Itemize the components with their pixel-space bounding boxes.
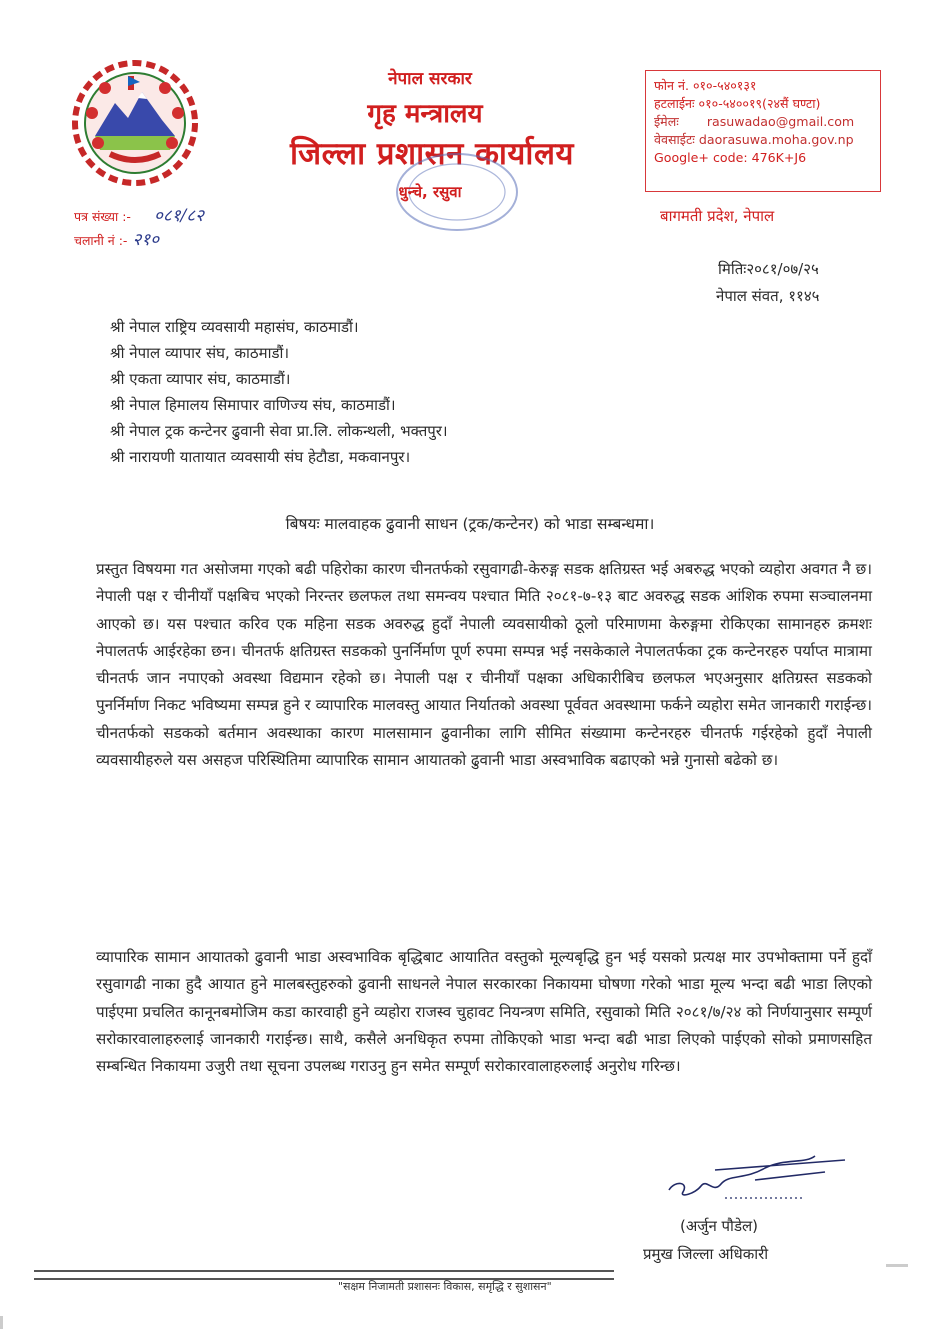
contact-box [645,70,881,192]
contact-google: Google+ code: 476K+J6 [654,150,807,165]
contact-hotline: हटलाईनः ०१०-५४००१९(२४सैं घण्टा) [654,96,821,111]
letter-number-label: पत्र संख्या :- [74,209,131,224]
contact-website [654,131,880,149]
letter-number-value: ०८१/८२ [154,206,204,226]
date-nepal-sambat: नेपाल संवत, ११४५ [716,287,820,305]
recipient-item: श्री नेपाल राष्ट्रिय व्यवसायी महासंघ, काठमाडौं। [110,318,359,336]
recipient-item: श्री नेपाल हिमालय सिमापार वाणिज्य संघ, काठमाडौं। [110,396,396,414]
dispatch-number-label: चलानी नं :- [74,233,128,248]
header-office: जिल्ला प्रशासन कार्यालय [290,136,574,172]
recipient-item: श्री नेपाल व्यापार संघ, काठमाडौं। [110,344,290,362]
contact-email-label: ईमेलः [654,114,679,129]
dispatch-number-line [74,227,159,250]
date-miti: मितिः२०८१/०७/२५ [718,260,819,278]
margin-mark [0,1316,3,1329]
signatory-title: प्रमुख जिल्ला अधिकारी [643,1245,769,1263]
recipient-item: श्री एकता व्यापार संघ, काठमाडौं। [110,370,291,388]
margin-mark [886,1264,908,1267]
body-paragraph-2 [96,944,872,1080]
signature-icon [655,1150,855,1208]
recipient-item: श्री नेपाल ट्रक कन्टेनर ढुवानी सेवा प्रा.लि. लोकन्थली, भक्तपुर। [110,422,448,440]
header-province: बागमती प्रदेश, नेपाल [660,207,775,225]
dispatch-number-value: २१० [132,230,160,250]
contact-phone: फोन नं. ०१०-५४०१३१ [654,78,757,93]
body-paragraph-1 [96,556,872,774]
letter-number-line [74,203,204,226]
contact-email [654,113,880,131]
header-government: नेपाल सरकार [388,69,472,89]
recipient-item: श्री नारायणी यातायात व्यवसायी संघ हेटौडा, मकवानपुर। [110,448,411,466]
footer-motto: "सक्षम निजामती प्रशासनः विकास, समृद्धि र सुशासन" [338,1280,552,1293]
body-paragraph-1-text: प्रस्तुत विषयमा गत असोजमा गएको बढी पहिरोका कारण चीनतर्फको रसुवागढी-केरुङ्ग सडक क्षतिग्रस्त भई अबरुद्ध भएको व्यहोरा अवगत नै छ। नेपाली पक्ष र चीनीयाँ पक्षबिच भएको निरन्तर छलफल तथा समन्वय पश्चात मिति २०८१-७-१३ बाट अवरुद्ध सडक आंशिक रुपमा सञ्चालनमा आएको छ। यस पश्चात करिव एक महिना सडक अवरुद्ध हुदाँ नेपाली व्यवसायीको ठूलो परिमाणमा केरुङ्गमा रोकिएका सामानहरु क्रमशः नेपालतर्फ आईरहेका छन। चीनतर्फ क्षतिग्रस्त सडकको पुनर्निर्माण पूर्ण रुपमा सम्पन्न भई नसकेकाले नेपालतर्फका ट्रक कन्टेनरहरु पर्याप्त मात्रामा चीनतर्फ जान नपाएको अवस्था विद्यमान रहेको छ। नेपाली पक्ष र चीनीयाँ पक्षका अधिकारीबिच छलफल भएअनुसार क्षतिग्रस्त सडकको पुनर्निर्माण निकट भविष्यमा सम्पन्न हुने र व्यापारिक मालवस्तु आयात निर्यातको अवस्था पूर्ववत अवस्थामा फर्कने व्यहोरा समेत जानकारी गराईन्छ। चीनतर्फको सडकको बर्तमान अवस्थाका कारण मालसामान ढुवानीका लागि सीमित संख्यामा कन्टेनरहरु चीनतर्फ गईरहेको हुदाँ नेपाली व्यवसायीहरुले यस असहज परिस्थितिमा व्यापारिक सामान आयातको ढुवानी भाडा अस्वभाविक बढाएको भन्ने गुनासो बढेको छ। [96,560,872,770]
body-paragraph-2-text: व्यापारिक सामान आयातको ढुवानी भाडा अस्वभाविक बृद्धिबाट आयातित वस्तुको मूल्यबृद्धि हुन भई यसको प्रत्यक्ष मार उपभोक्तामा पर्ने हुदाँ रसुवागढी नाका हुदै आयात हुने मालबस्तुहरुको ढुवानी साधनले नेपाल सरकारका निकायमा घोषणा गरेको भाडा मूल्य भन्दा बढी भाडा लिएको पाईएमा प्रचलित कानूनबमोजिम कडा कारवाही हुने व्यहोरा राजस्व चुहावट नियन्त्रण समिति, रसुवाको मिति २०८१/७/२४ को निर्णयानुसार सम्पूर्ण सरोकारवालाहरुलाई जानकारी गराईन्छ। साथै, कसैले अनधिकृत रुपमा तोकिएको भाडा भन्दा बढी भाडा लिएको पाईएको सोको प्रमाणसहित सम्बन्धित निकायमा उजुरी तथा सूचना उपलब्ध गराउनु हुन समेत सम्पूर्ण सरोकारवालाहरुलाई अनुरोध गरिन्छ। [96,948,872,1076]
contact-website-value: daorasuwa.moha.gov.np [698,132,854,147]
recipient-list [110,314,448,470]
header-ministry: गृह मन्त्रालय [367,99,483,129]
contact-website-label: वेवसाईटः [654,132,695,147]
header-place: धुन्चे, रसुवा [398,183,462,201]
signatory-name: (अर्जुन पौडेल) [680,1217,758,1235]
contact-email-value: rasuwadao@gmail.com [706,114,855,129]
subject-line: बिषयः मालवाहक ढुवानी साधन (ट्रक/कन्टेनर) को भाडा सम्बन्धमा। [285,515,655,533]
nepal-emblem-icon [70,58,200,188]
